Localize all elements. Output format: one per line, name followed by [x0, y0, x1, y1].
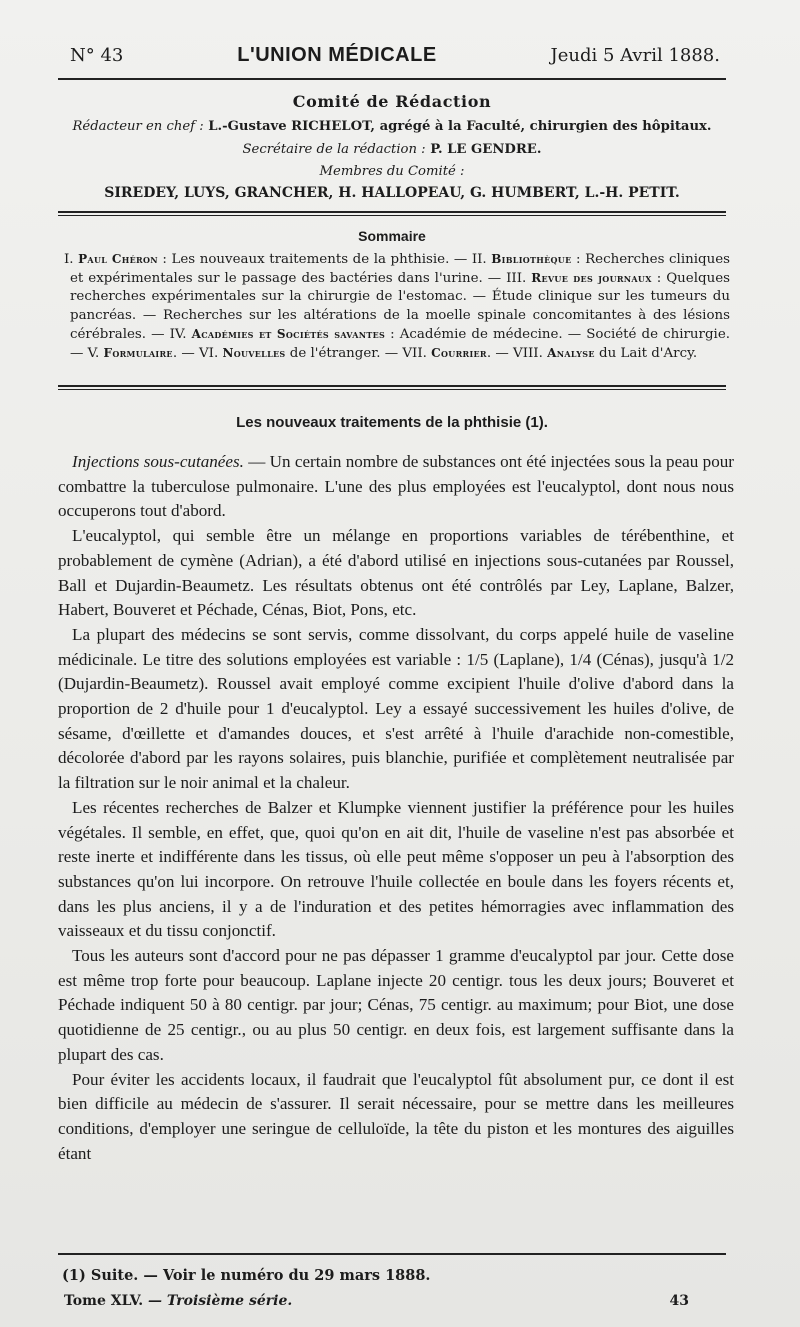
- page-footer: [64, 1293, 689, 1309]
- footnote: (1) Suite. — Voir le numéro du 29 mars 1888.: [62, 1267, 431, 1284]
- members-list: SIREDEY, LUYS, GRANCHER, H. HALLOPEAU, G. HUMBERT, L.-H. PETIT.: [104, 185, 680, 201]
- sommaire-list: [64, 250, 730, 363]
- editor-label: Rédacteur en chef :: [72, 119, 204, 134]
- sommaire-item: I. Paul Chéron : Les nouveaux traitements de la phthisie. —: [64, 252, 472, 267]
- article-paragraph: L'eucalyptol, qui semble être un mélange en proportions variables de térébenthine, et probablement de cymène (Adrian), a été d'abord utilisé en injections sous-cutanées par Roussel, Ball et Dujardin-Beaumetz. Les résultats obtenus ont été contrôlés par Ley, Laplane, Balzer, Habert, Bouveret et Péchade, Cénas, Biot, Pons, etc.: [58, 526, 734, 620]
- sommaire-item: III. Revue des journaux : Quelques recherches expérimentales sur la chirurgie de l'estomac. — Étude clinique sur les tumeurs du pancréas. — Recherches sur les altérations de la moelle spinale concomitantes à des lésions cérébrales. —: [70, 271, 731, 342]
- article-paragraph: Tous les auteurs sont d'accord pour ne pas dépasser 1 gramme d'eucalyptol par jour. Cette dose est même trop forte pour beaucoup. Laplane injecte 20 centigr. tous les deux jours; Bouveret et Péchade indiquent 50 à 80 centigr. par jour; Cénas, 75 centigr. au maximum; pour Biot, une dose quotidienne de 25 centigr., ou au plus 50 centigr. en deux fois, est largement suffisante dans la plupart des cas.: [58, 946, 734, 1064]
- members-label: Membres du Comité :: [319, 164, 465, 179]
- sommaire-title: Sommaire: [358, 228, 426, 244]
- article-paragraph: Pour éviter les accidents locaux, il faudrait que l'eucalyptol fût absolument pur, ce dont il est bien difficile au médecin de s'assurer. Il serait nécessaire, pour se mettre dans les meilleures conditions, d'employer une seringue de celluloïde, la tête du piston et les montures des aiguilles étant: [58, 1069, 734, 1163]
- page-number: 43: [669, 1293, 689, 1309]
- secretary-name: P. LE GENDRE.: [430, 142, 542, 157]
- sommaire-item: IV. Académies et Sociétés savantes : Académie de médecine. — Société de chirurgie. —: [70, 326, 730, 362]
- footnote-rule: [58, 1253, 726, 1255]
- article-title: Les nouveaux traitements de la phthisie (1).: [236, 414, 548, 431]
- masthead-rule-top: [58, 211, 726, 213]
- members-label-line: [58, 164, 726, 179]
- journal-title: L'UNION MÉDICALE: [237, 44, 437, 66]
- header-rule: [58, 78, 726, 80]
- masthead-rule-bottom: [58, 215, 726, 216]
- sommaire-item: VIII. Analyse du Lait d'Arcy.: [513, 346, 698, 362]
- sommaire-rule-bottom: [58, 389, 726, 390]
- issue-date: Jeudi 5 Avril 1888.: [550, 45, 720, 66]
- article-paragraph: La plupart des médecins se sont servis, comme dissolvant, du corps appelé huile de vaseline médicinale. Le titre des solutions employées est variable : 1/5 (Laplane), 1/4 (Cénas), jusqu'à 1/2 (Dujardin-Beaumetz). Roussel avait employé comme excipient l'huile d'olive d'abord dans la proportion de 2 d'huile pour 1 d'eucalyptol. Ley a essayé successivement les huiles d'olive, de sésame, d'œillette et d'amandes douces, et s'est arrêté à l'huile d'arachide non-comestible, décolorée d'abord par les rayons solaires, puis blanchie, purifiée et complètement neutralisée par la filtration sur le noir animal et la chaleur.: [58, 624, 734, 793]
- editor-line: [58, 119, 726, 134]
- sommaire-item: VI. Nouvelles de l'étranger. —: [198, 346, 403, 362]
- masthead-title: Comité de Rédaction: [292, 92, 492, 111]
- sommaire-item: VII. Courrier. —: [402, 346, 514, 362]
- secretary-label: Secrétaire de la rédaction :: [242, 142, 426, 157]
- article-paragraph: Les récentes recherches de Balzer et Klumpke viennent justifier la préférence pour les huiles végétales. Il semble, en effet, que, quoi qu'on en ait dit, l'huile de vaseline n'est pas absorbée et reste inerte et indifférente dans les tissus, où elle peut même s'opposer un peu à l'absorption des substances qu'on lui incorpore. On retrouve l'huile collectée en boule dans les foyers récents et, dans les plus anciens, il y a de l'induration et des petites hémorragies avec inflammation des vaisseaux et du tissu conjonctif.: [58, 797, 734, 941]
- article-body: [58, 450, 734, 1166]
- secretary-line: [58, 142, 726, 157]
- issue-number: N° 43: [70, 45, 124, 66]
- footer-volume: Tome XLV. — Troisième série.: [64, 1293, 293, 1309]
- sommaire-rule-top: [58, 385, 726, 387]
- sommaire-item: II. Bibliothèque : Recherches cliniques et expérimentales sur le passage des bactéries dans l'urine. —: [70, 252, 730, 287]
- sommaire-item: V. Formulaire. —: [87, 346, 199, 362]
- article-lead: Injections sous-cutanées.: [72, 452, 244, 471]
- article-paragraph: Injections sous-cutanées. — Un certain nombre de substances ont été injectées sous la peau pour combattre la tuberculose pulmonaire. L'une des plus employées est l'eucalyptol, dont nous nous occuperons tout d'abord.: [58, 452, 734, 521]
- sommaire-paragraph: [64, 250, 730, 363]
- running-header: [70, 44, 720, 67]
- editor-name: L.-Gustave RICHELOT, agrégé à la Faculté, chirurgien des hôpitaux.: [208, 119, 712, 134]
